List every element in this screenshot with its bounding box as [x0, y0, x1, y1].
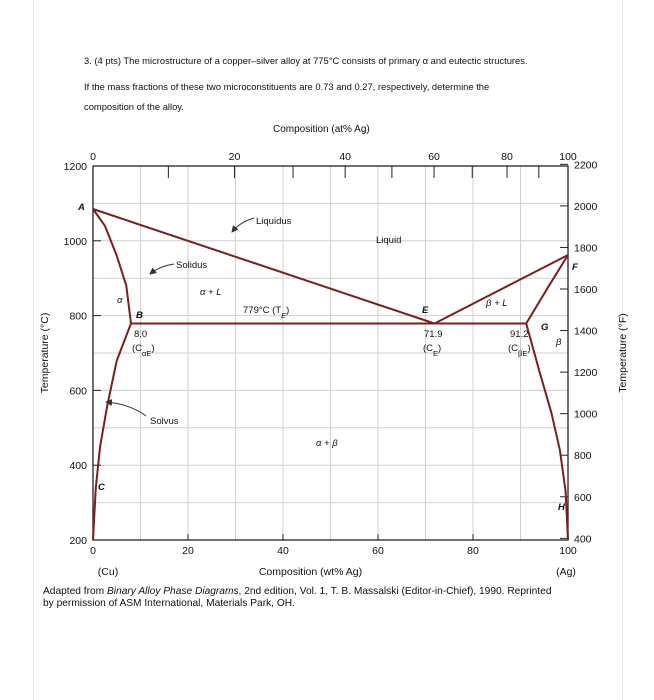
y-right-tick-label: 600: [574, 491, 592, 504]
point-label-a: A: [78, 202, 85, 213]
c-alpha-subscript: αE: [142, 348, 152, 358]
x-tick-label: 80: [467, 545, 479, 557]
axes: [39, 151, 629, 578]
figure-caption: [43, 586, 623, 610]
alpha-liquid-label: α + L: [200, 287, 222, 298]
y-left-tick-label: 400: [69, 460, 87, 473]
y-left-tick-label: 800: [69, 310, 87, 323]
solvus-label: Solvus: [150, 416, 179, 427]
c-beta-close: ): [527, 343, 531, 354]
point-label-c: C: [98, 482, 105, 493]
point-label-b: B: [136, 310, 143, 321]
alpha-beta-label: α + β: [316, 438, 338, 449]
c-beta-open: (C: [508, 343, 519, 354]
diagram-labels: [77, 202, 578, 513]
c-alpha-symbol: [132, 343, 155, 358]
top-tick-label: 0: [90, 151, 96, 163]
y-right-axis-title: Temperature (°F): [617, 313, 629, 393]
top-axis-label: Composition (at% Ag): [273, 124, 370, 135]
x-tick-label: 20: [182, 545, 194, 557]
alpha-label: α: [117, 295, 123, 306]
eutectic-temp-text: 779°C (T: [243, 305, 282, 316]
y-right-tick-label: 800: [574, 450, 592, 463]
solidus-leader: [150, 264, 174, 274]
x-tick-label: 0: [90, 545, 96, 557]
caption-line-2: by permission of ASM International, Materials Park, OH.: [43, 598, 295, 609]
y-right-tick-label: 1400: [574, 325, 598, 338]
caption-book-title: Binary Alloy Phase Diagrams: [107, 586, 239, 597]
y-right-tick-label: 1800: [574, 242, 598, 255]
y-left-tick-label: 600: [69, 385, 87, 398]
top-tick-label: 40: [339, 151, 352, 163]
c-alpha-open: (C: [132, 343, 143, 354]
y-right-tick-label: 1000: [574, 408, 598, 421]
point-label-h: H: [558, 502, 565, 513]
x-tick-label: 40: [277, 545, 289, 557]
point-label-f: F: [572, 262, 578, 273]
top-tick-label: 20: [228, 151, 241, 163]
grid: [93, 166, 568, 540]
y-right-tick-label: 2200: [574, 159, 598, 172]
c-alpha-value: 8.0: [134, 329, 148, 340]
eutectic-temp-subscript: E: [281, 310, 287, 320]
point-label-e: E: [422, 305, 429, 316]
solidus-cu-side: [93, 209, 131, 324]
x-axis-title: Composition (wt% Ag): [258, 566, 363, 578]
beta-liquid-label: β + L: [486, 298, 508, 309]
y-left-axis-title: Temperature (°C): [39, 312, 51, 394]
problem-line-1: 3. (4 pts) The microstructure of a copper–silver alloy at 775°C consists of primary α and eutectic structures.: [84, 55, 528, 66]
y-left-tick-label: 1000: [63, 235, 87, 248]
c-e-value: 71.9: [424, 329, 443, 340]
problem-line-2: If the mass fractions of these two microconstituents are 0.73 and 0.27, respectively, determine the: [84, 81, 490, 92]
c-e-subscript: E: [433, 348, 439, 358]
problem-line-3: composition of the alloy.: [84, 101, 184, 112]
solidus-label: Solidus: [176, 260, 208, 271]
caption-prefix: Adapted from: [43, 586, 107, 597]
y-right-tick-label: 400: [574, 533, 592, 546]
top-tick-label: 60: [428, 151, 440, 163]
eutectic-temperature-label: [243, 305, 289, 320]
y-left-tick-label: 1200: [63, 161, 87, 173]
caption-suffix: , 2nd edition, Vol. 1, T. B. Massalski (Editor-in-Chief), 1990. Reprinted: [238, 586, 552, 597]
x-end-label-ag: (Ag): [556, 566, 576, 578]
liquid-label: Liquid: [376, 235, 402, 246]
x-end-label-cu: (Cu): [97, 566, 119, 578]
y-right-tick-label: 2000: [574, 200, 598, 213]
top-tick-label: 100: [559, 151, 577, 163]
y-right-tick-label: 1200: [574, 367, 598, 380]
eutectic-temp-close: ): [286, 305, 290, 316]
point-label-g: G: [541, 322, 549, 333]
c-e-open: (C: [423, 343, 434, 354]
c-alpha-close: ): [151, 343, 155, 354]
solvus-cu-side: [93, 324, 131, 541]
c-beta-value: 91.2: [510, 329, 529, 340]
liquidus-label: Liquidus: [256, 216, 292, 227]
top-tick-label: 80: [501, 151, 513, 163]
c-beta-symbol: [508, 343, 531, 358]
beta-label: β: [556, 337, 562, 348]
x-tick-label: 100: [559, 545, 577, 557]
c-e-close: ): [438, 343, 442, 354]
y-left-tick-label: 200: [69, 535, 87, 547]
y-right-tick-label: 1600: [574, 284, 598, 297]
x-tick-label: 60: [372, 545, 384, 557]
c-beta-subscript: βE: [518, 348, 528, 358]
